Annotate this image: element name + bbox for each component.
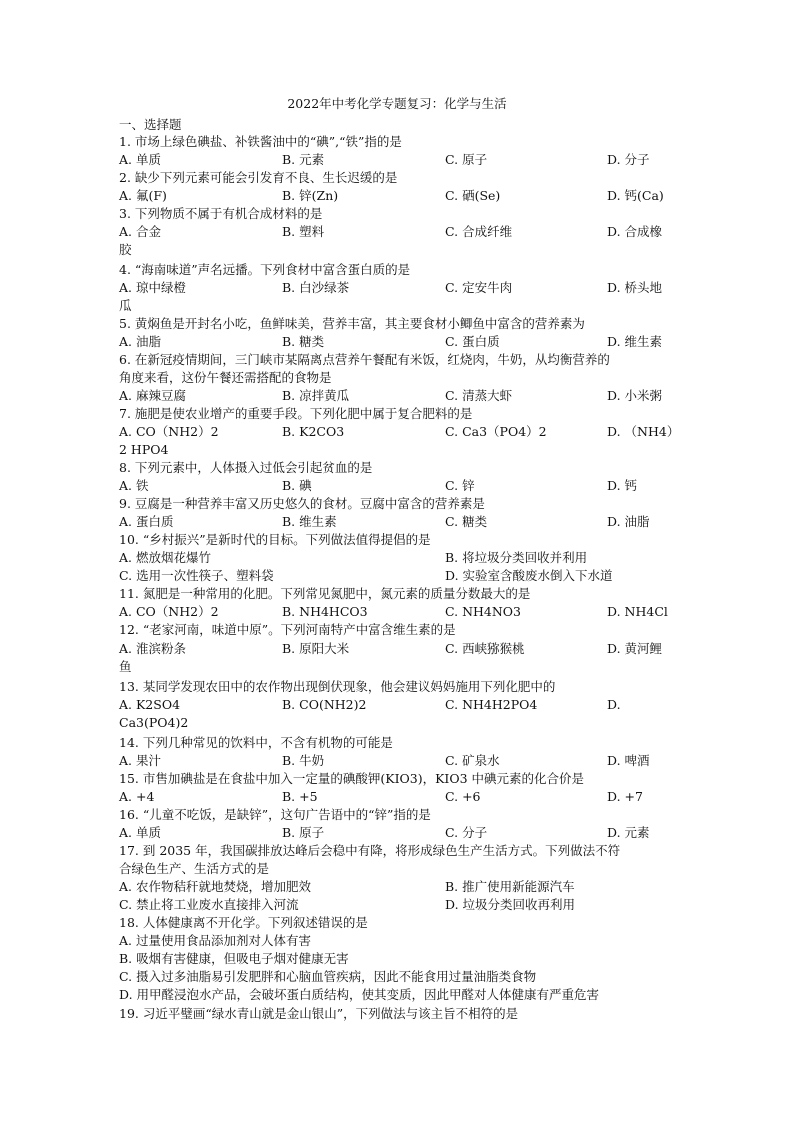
question-stem-cont: 角度来看，这份午餐还需搭配的食物是: [119, 370, 332, 385]
option-b: B. 塑料: [282, 224, 325, 239]
option-a: A. CO（NH2）2: [119, 424, 219, 439]
question-stem: 8. 下列元素中，人体摄入过低会引起贫血的是: [119, 460, 373, 475]
question-stem: 16. “儿童不吃饭，是缺锌”，这句广告语中的“锌”指的是: [119, 807, 431, 822]
option-a: A. CO（NH2）2: [119, 604, 219, 619]
option-b: B. 白沙绿茶: [282, 280, 350, 295]
option-b: B. 元素: [282, 152, 325, 167]
option-c: C. 蛋白质: [445, 334, 500, 349]
option-a: A. 单质: [119, 825, 161, 840]
option-a: A. 燃放烟花爆竹: [119, 550, 211, 565]
option-c: C. 西峡猕猴桃: [445, 641, 525, 656]
question-stem: 2. 缺少下列元素可能会引发育不良、生长迟缓的是: [119, 170, 398, 185]
option-wrap: 瓜: [119, 298, 132, 313]
question-stem: 12. “老家河南，味道中原”。下列河南特产中富含维生素的是: [119, 622, 456, 637]
option-wrap: 胶: [119, 242, 132, 257]
option-a: A. K2SO4: [119, 697, 181, 712]
option-a: A. 琼中绿橙: [119, 280, 186, 295]
question-stem: 10. “乡村振兴”是新时代的目标。下列做法值得提倡的是: [119, 532, 431, 547]
option-c: C. 糖类: [445, 514, 488, 529]
option-a: A. 蛋白质: [119, 514, 174, 529]
option-c: C. 摄入过多油脂易引发肥胖和心脑血管疾病，因此不能食用过量油脂类食物: [119, 969, 537, 984]
question-stem: 15. 市售加碘盐是在食盐中加入一定量的碘酸钾(KIO3)，KIO3 中碘元素的化合价是: [119, 771, 585, 786]
option-b: B. K2CO3: [282, 424, 345, 439]
option-c: C. 硒(Se): [445, 188, 501, 203]
section-heading: 一、选择题: [119, 117, 182, 132]
option-c: C. Ca3（PO4）2: [445, 424, 547, 439]
option-c: C. 选用一次性筷子、塑料袋: [119, 568, 274, 583]
option-d: D. 垃圾分类回收再利用: [445, 897, 576, 912]
option-c: C. NH4NO3: [445, 604, 521, 619]
option-d: D. 小米粥: [607, 388, 663, 403]
option-b: B. 原子: [282, 825, 325, 840]
option-d: D.: [607, 697, 621, 712]
question-stem: 19. 习近平璧画“绿水青山就是金山银山”，下列做法与该主旨不相符的是: [119, 1006, 519, 1021]
question-stem: 4. “海南味道”声名远播。下列食材中富含蛋白质的是: [119, 262, 411, 277]
option-a: A. 麻辣豆腐: [119, 388, 186, 403]
option-wrap: 鱼: [119, 659, 132, 674]
question-stem: 6. 在新冠疫情期间，三门峡市某隔离点营养午餐配有米饭，红烧肉，牛奶，从均衡营养的: [119, 352, 610, 367]
question-stem: 9. 豆腐是一种营养丰富又历史悠久的食材。豆腐中富含的营养素是: [119, 496, 485, 511]
option-b: B. +5: [282, 789, 318, 804]
option-d: D. +7: [607, 789, 643, 804]
option-b: B. CO(NH2)2: [282, 697, 367, 712]
question-stem: 5. 黄焖鱼是开封名小吃，鱼鲜味美，营养丰富，其主要食材小鲫鱼中富含的营养素为: [119, 316, 585, 331]
option-c: C. 分子: [445, 825, 488, 840]
option-d: D. 啤酒: [607, 753, 650, 768]
option-b: B. 将垃圾分类回收并利用: [445, 550, 588, 565]
option-a: A. +4: [119, 789, 155, 804]
option-a: A. 果汁: [119, 753, 161, 768]
option-a: A. 铁: [119, 478, 149, 493]
option-b: B. 糖类: [282, 334, 325, 349]
option-a: A. 淮滨粉条: [119, 641, 186, 656]
option-d: D. 维生素: [607, 334, 663, 349]
option-d: D. 用甲醛浸泡水产品，会破坏蛋白质结构，使其变质，因此甲醛对人体健康有严重危害: [119, 987, 600, 1002]
option-wrap: 2 HPO4: [119, 442, 169, 457]
option-c: C. 清蒸大虾: [445, 388, 513, 403]
option-b: B. 原阳大米: [282, 641, 350, 656]
option-d: D. 元素: [607, 825, 650, 840]
question-stem: 13. 某同学发现农田中的农作物出现倒伏现象，他会建议妈妈施用下列化肥中的: [119, 679, 556, 694]
option-d: D. 合成橡: [607, 224, 663, 239]
option-wrap: Ca3(PO4)2: [119, 715, 189, 730]
option-b: B. 吸烟有害健康，但吸电子烟对健康无害: [119, 951, 349, 966]
question-stem-cont: 合绿色生产、生活方式的是: [119, 861, 270, 876]
option-a: A. 过量使用食品添加剂对人体有害: [119, 933, 311, 948]
option-c: C. 定安牛肉: [445, 280, 513, 295]
option-d: D. 桥头地: [607, 280, 663, 295]
option-b: B. 维生素: [282, 514, 337, 529]
option-b: B. 碘: [282, 478, 312, 493]
option-c: C. 原子: [445, 152, 488, 167]
option-b: B. 牛奶: [282, 753, 325, 768]
option-d: D. 黄河鲤: [607, 641, 663, 656]
question-stem: 1. 市场上绿色碘盐、补铁酱油中的“碘”,“铁”指的是: [119, 134, 402, 149]
option-b: B. NH4HCO3: [282, 604, 368, 619]
option-d: D. 分子: [607, 152, 650, 167]
option-b: B. 推广使用新能源汽车: [445, 879, 575, 894]
option-c: C. 合成纤维: [445, 224, 513, 239]
option-c: C. 锌: [445, 478, 475, 493]
option-c: C. +6: [445, 789, 481, 804]
page-title: 2022年中考化学专题复习：化学与生活: [287, 96, 507, 111]
option-d: D. 钙: [607, 478, 638, 493]
question-stem: 17. 到 2035 年，我国碳排放达峰后会稳中有降，将形成绿色生产生活方式。下列做法不符: [119, 843, 621, 858]
question-stem: 3. 下列物质不属于有机合成材料的是: [119, 206, 323, 221]
option-a: A. 氟(F): [119, 188, 167, 203]
option-a: A. 农作物秸秆就地焚烧，增加肥效: [119, 879, 311, 894]
option-d: D. 油脂: [607, 514, 650, 529]
option-d: D. 钙(Ca): [607, 188, 664, 203]
option-a: A. 合金: [119, 224, 161, 239]
option-a: A. 单质: [119, 152, 161, 167]
question-stem: 7. 施肥是使农业增产的重要手段。下列化肥中属于复合肥料的是: [119, 406, 473, 421]
option-d: D. NH4Cl: [607, 604, 668, 619]
option-d: D. 实验室含酸废水倒入下水道: [445, 568, 613, 583]
option-c: C. 禁止将工业废水直接排入河流: [119, 897, 299, 912]
option-a: A. 油脂: [119, 334, 161, 349]
option-b: B. 凉拌黄瓜: [282, 388, 350, 403]
option-b: B. 锌(Zn): [282, 188, 339, 203]
option-d: D. （NH4）: [607, 424, 680, 439]
option-c: C. 矿泉水: [445, 753, 500, 768]
question-stem: 11. 氮肥是一种常用的化肥。下列常见氮肥中，氮元素的质量分数最大的是: [119, 586, 531, 601]
question-stem: 18. 人体健康离不开化学。下列叙述错误的是: [119, 915, 368, 930]
question-stem: 14. 下列几种常见的饮料中，不含有机物的可能是: [119, 735, 393, 750]
option-c: C. NH4H2PO4: [445, 697, 538, 712]
